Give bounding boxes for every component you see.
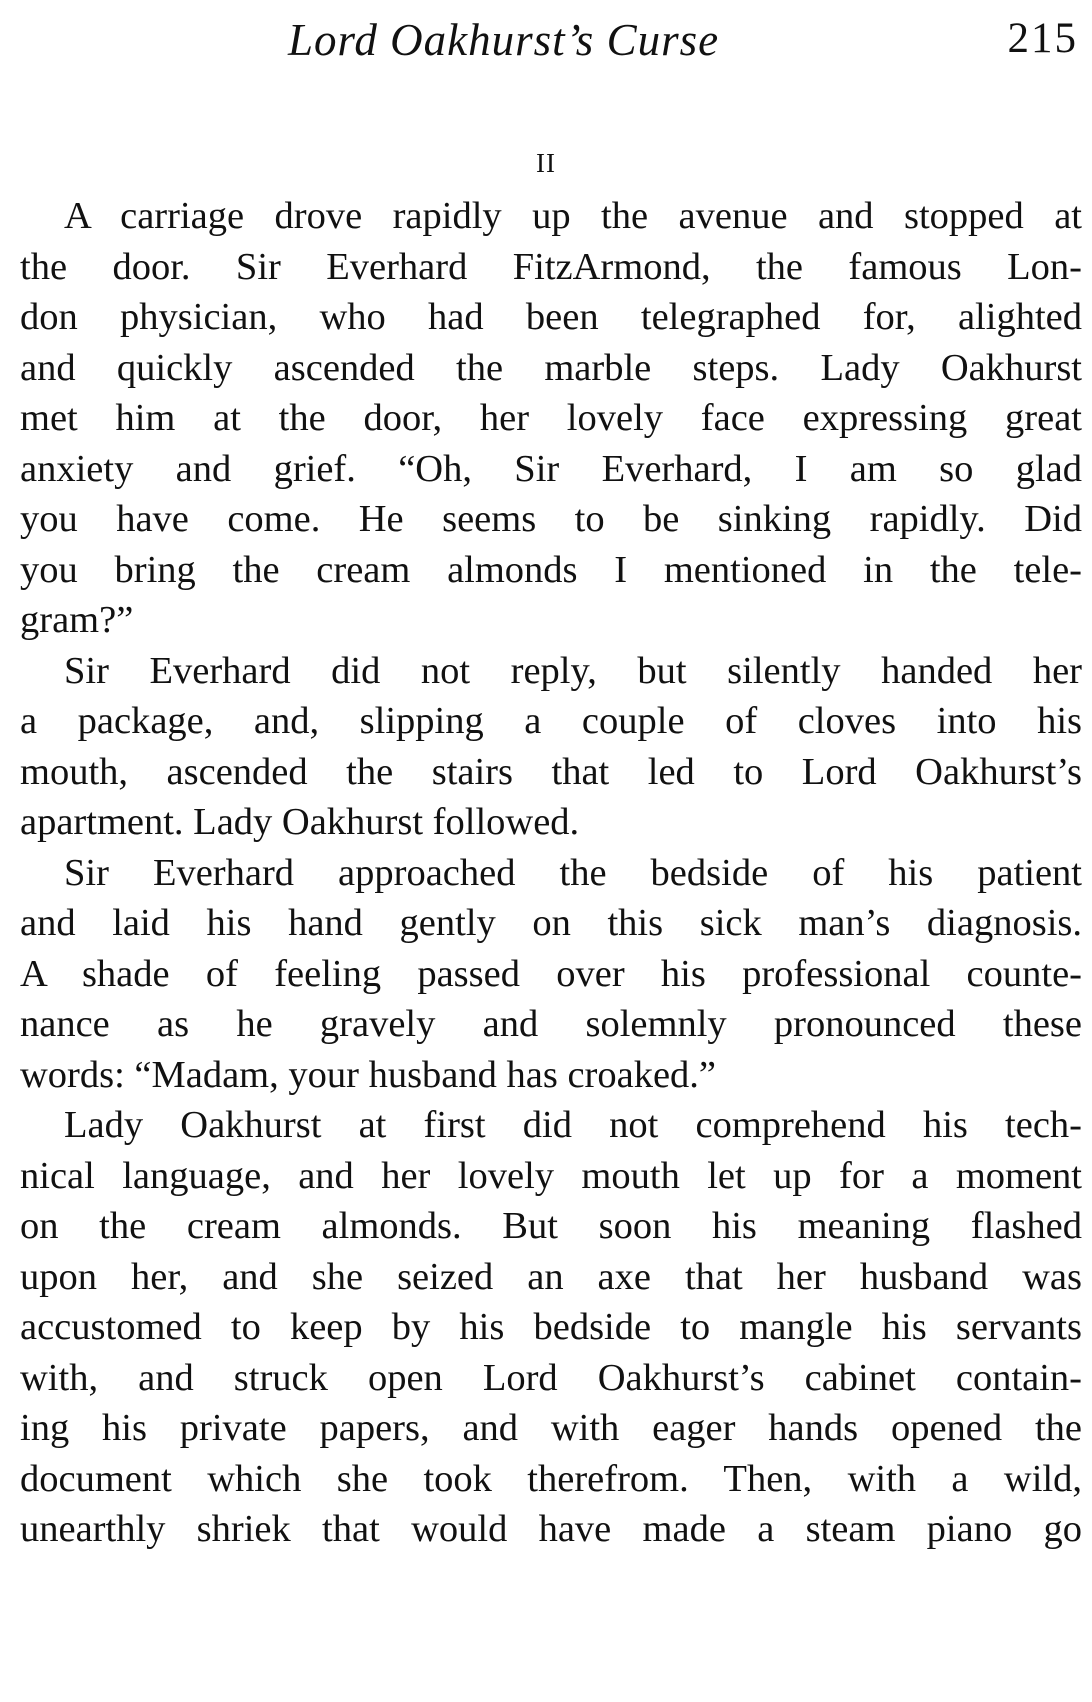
running-title: Lord Oakhurst’s Curse <box>288 15 720 65</box>
text-line: and quickly ascended the marble steps. Lady Oakhurst <box>20 346 1082 389</box>
text-line: A carriage drove rapidly up the avenue and stopped at <box>64 195 1082 237</box>
text-line: met him at the door, her lovely face expressing great <box>20 397 1082 439</box>
text-line: you have come. He seems to be sinking rapidly. Did <box>20 498 1082 540</box>
text-line: apartment. Lady Oakhurst followed. <box>20 801 580 843</box>
text-line: accustomed to keep by his bedside to mangle his servants <box>20 1306 1082 1348</box>
text-line: on the cream almonds. But soon his meaning flashed <box>20 1205 1082 1247</box>
text-line: document which she took therefrom. Then, with a wild, <box>20 1457 1082 1500</box>
text-line: you bring the cream almonds I mentioned in the tele- <box>20 548 1082 591</box>
text-line: mouth, ascended the stairs that led to Lord Oakhurst’s <box>20 750 1082 793</box>
text-line: don physician, who had been telegraphed for, alighted <box>20 296 1082 338</box>
text-line: ing his private papers, and with eager hands opened the <box>20 1407 1082 1449</box>
text-line: with, and struck open Lord Oakhurst’s cabinet contain- <box>20 1356 1082 1399</box>
text-line: a package, and, slipping a couple of cloves into his <box>20 700 1082 742</box>
text-line: the door. Sir Everhard FitzArmond, the famous Lon- <box>20 245 1082 288</box>
text-line: upon her, and she seized an axe that her husband was <box>20 1255 1082 1298</box>
text-line: Sir Everhard approached the bedside of his patient <box>64 851 1082 894</box>
text-line: Lady Oakhurst at first did not comprehend his tech- <box>64 1104 1082 1146</box>
section-numeral: II <box>536 148 556 178</box>
text-line: A shade of feeling passed over his professional counte- <box>20 952 1082 995</box>
text-line: Sir Everhard did not reply, but silently handed her <box>64 649 1082 692</box>
text-line: unearthly shriek that would have made a steam piano go <box>20 1508 1082 1550</box>
text-line: and laid his hand gently on this sick man’s diagnosis. <box>20 902 1082 944</box>
text-line: gram?” <box>20 599 134 641</box>
text-line: words: “Madam, your husband has croaked.” <box>20 1053 717 1096</box>
body-text <box>20 191 1082 1555</box>
text-line: nical language, and her lovely mouth let up for a moment <box>20 1154 1082 1197</box>
running-head <box>20 14 1078 74</box>
page-number: 215 <box>1007 15 1078 62</box>
text-line: anxiety and grief. “Oh, Sir Everhard, I am so glad <box>20 447 1082 490</box>
text-line: nance as he gravely and solemnly pronounced these <box>20 1003 1082 1045</box>
